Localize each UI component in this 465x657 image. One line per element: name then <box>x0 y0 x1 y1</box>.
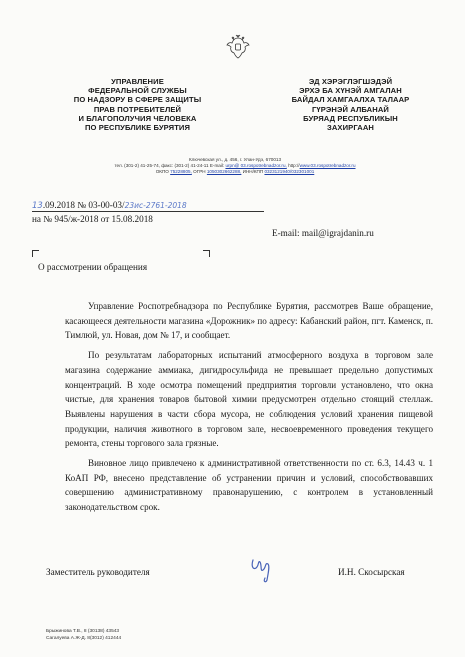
okpo-label: ОКПО <box>155 169 169 174</box>
agency-contacts <box>20 157 450 175</box>
in-reply-reference: на № 945/ж-2018 от 15.08.2018 <box>32 214 153 224</box>
agency-address: Ключевская ул., д. 456, г. Улан-Удэ, 670013 <box>188 157 281 162</box>
header-left-line: ПО РЕСПУБЛИКЕ БУРЯТИЯ <box>84 123 191 133</box>
header-right-line: ЭД ХЭРЭГЛЭГШЭДЭЙ <box>308 77 393 86</box>
subject-bracket-left <box>32 250 39 257</box>
body-paragraph: Управление Роспотребнадзора по Республике Бурятия, рассмотрев Ваше обращение, касающееся деятельности магазина «Дорожник» по адресу: Кабанский район, пгт. Каменск, п. Тимлюй, ул. Новая, дом № 17, и сообщает. <box>65 301 433 341</box>
letter-subject: О рассмотрении обращения <box>38 262 148 272</box>
executors-block <box>46 629 246 642</box>
site-prefix: http:// <box>288 163 300 168</box>
executor-line: Брыжинова Т.В., 8 (30138) 43543 <box>46 629 120 634</box>
inn-label: ИНН/КПП <box>242 169 264 174</box>
header-left-line: УПРАВЛЕНИЕ <box>111 77 164 86</box>
agency-website-link[interactable]: www.03.rospotrebnadzor.ru <box>299 163 356 168</box>
body-paragraph: Виновное лицо привлечено к административной ответственности по ст. 6.3, 14.43 ч. 1 КоАП РФ, внесено представление об устранении причин и условий, способствовавших совершению административному правонарушению, с контролем в установленный законодательством срок. <box>65 458 433 513</box>
agency-email-link[interactable]: urpn@ 03.rospotrebnadzor.ru, <box>225 163 287 168</box>
header-left-line: ПРАВ ПОТРЕБИТЕЛЕЙ <box>93 104 182 114</box>
handwritten-reg-number: 23ис-2761-2018 <box>124 201 187 210</box>
letter-body <box>65 299 433 520</box>
header-right-line: ГҮРЭНЭЙ АЛБАНАЙ <box>312 104 389 114</box>
signatory-name: И.Н. Скосырская <box>338 567 405 577</box>
header-right-line: ЭРХЭ БА ХҮНЭЙ АМГАЛАН <box>299 86 402 96</box>
ogrn-label: ОГРН <box>193 169 206 174</box>
reference-underline <box>32 211 264 212</box>
reference-date-number: .09.2018 № 03-00-03/ <box>42 200 125 210</box>
executor-line: Сагалуева А.Ж-Д. 8(3012) 412444 <box>46 635 122 641</box>
signatory-position: Заместитель руководителя <box>46 567 150 577</box>
phone-fax-text: тел. (301-2) 41-25-74, факс: (301-2) 41-24-11 E-mail: <box>114 163 225 168</box>
coat-of-arms-emblem-icon <box>226 34 250 60</box>
header-right-agency-name <box>268 77 433 132</box>
header-right-line: БАЙДАЛ ХАМГААЛХА ТАЛААР <box>291 95 410 105</box>
inn-value: 0323121940/032301001 <box>264 169 315 174</box>
subject-bracket-right <box>203 250 210 257</box>
okpo-value: 75228805, <box>170 169 192 174</box>
agency-codes-line <box>20 169 450 175</box>
body-paragraph: По результатам лабораторных испытаний атмосферного воздуха в торговом зале магазина содержание аммиака, дигидросульфида не превышает предельно допустимых концентраций. В ходе осмотра помещений предприятия торговли установлено, что окна чистые, для хранения товаров бытовой химии предусмотрен отдельно стоящий стеллаж. Выявлены нарушения в части сбора мусора, не соблюдения условий хранения пищевой продукции, наличия животного в торговом зале, несвоевременного проведения текущего ремонта, стены торгового зала грязные. <box>65 350 433 449</box>
header-left-agency-name <box>55 77 220 132</box>
header-left-line: ПО НАДЗОРУ В СФЕРЕ ЗАЩИТЫ <box>73 95 202 105</box>
header-right-line: ЗАХИРГААН <box>326 123 374 133</box>
header-left-line: И БЛАГОПОЛУЧИЯ ЧЕЛОВЕКА <box>78 113 197 123</box>
ogrn-value: 1050302662288, <box>206 169 242 174</box>
header-right-line: БУРЯАД РЕСПУБЛИКЫН <box>303 113 398 123</box>
recipient-email: E-mail: mail@igrajdanin.ru <box>272 228 374 238</box>
handwritten-day: 13 <box>32 201 43 211</box>
handwritten-signature <box>247 552 287 584</box>
header-left-line: ФЕДЕРАЛЬНОЙ СЛУЖБЫ <box>88 86 187 96</box>
